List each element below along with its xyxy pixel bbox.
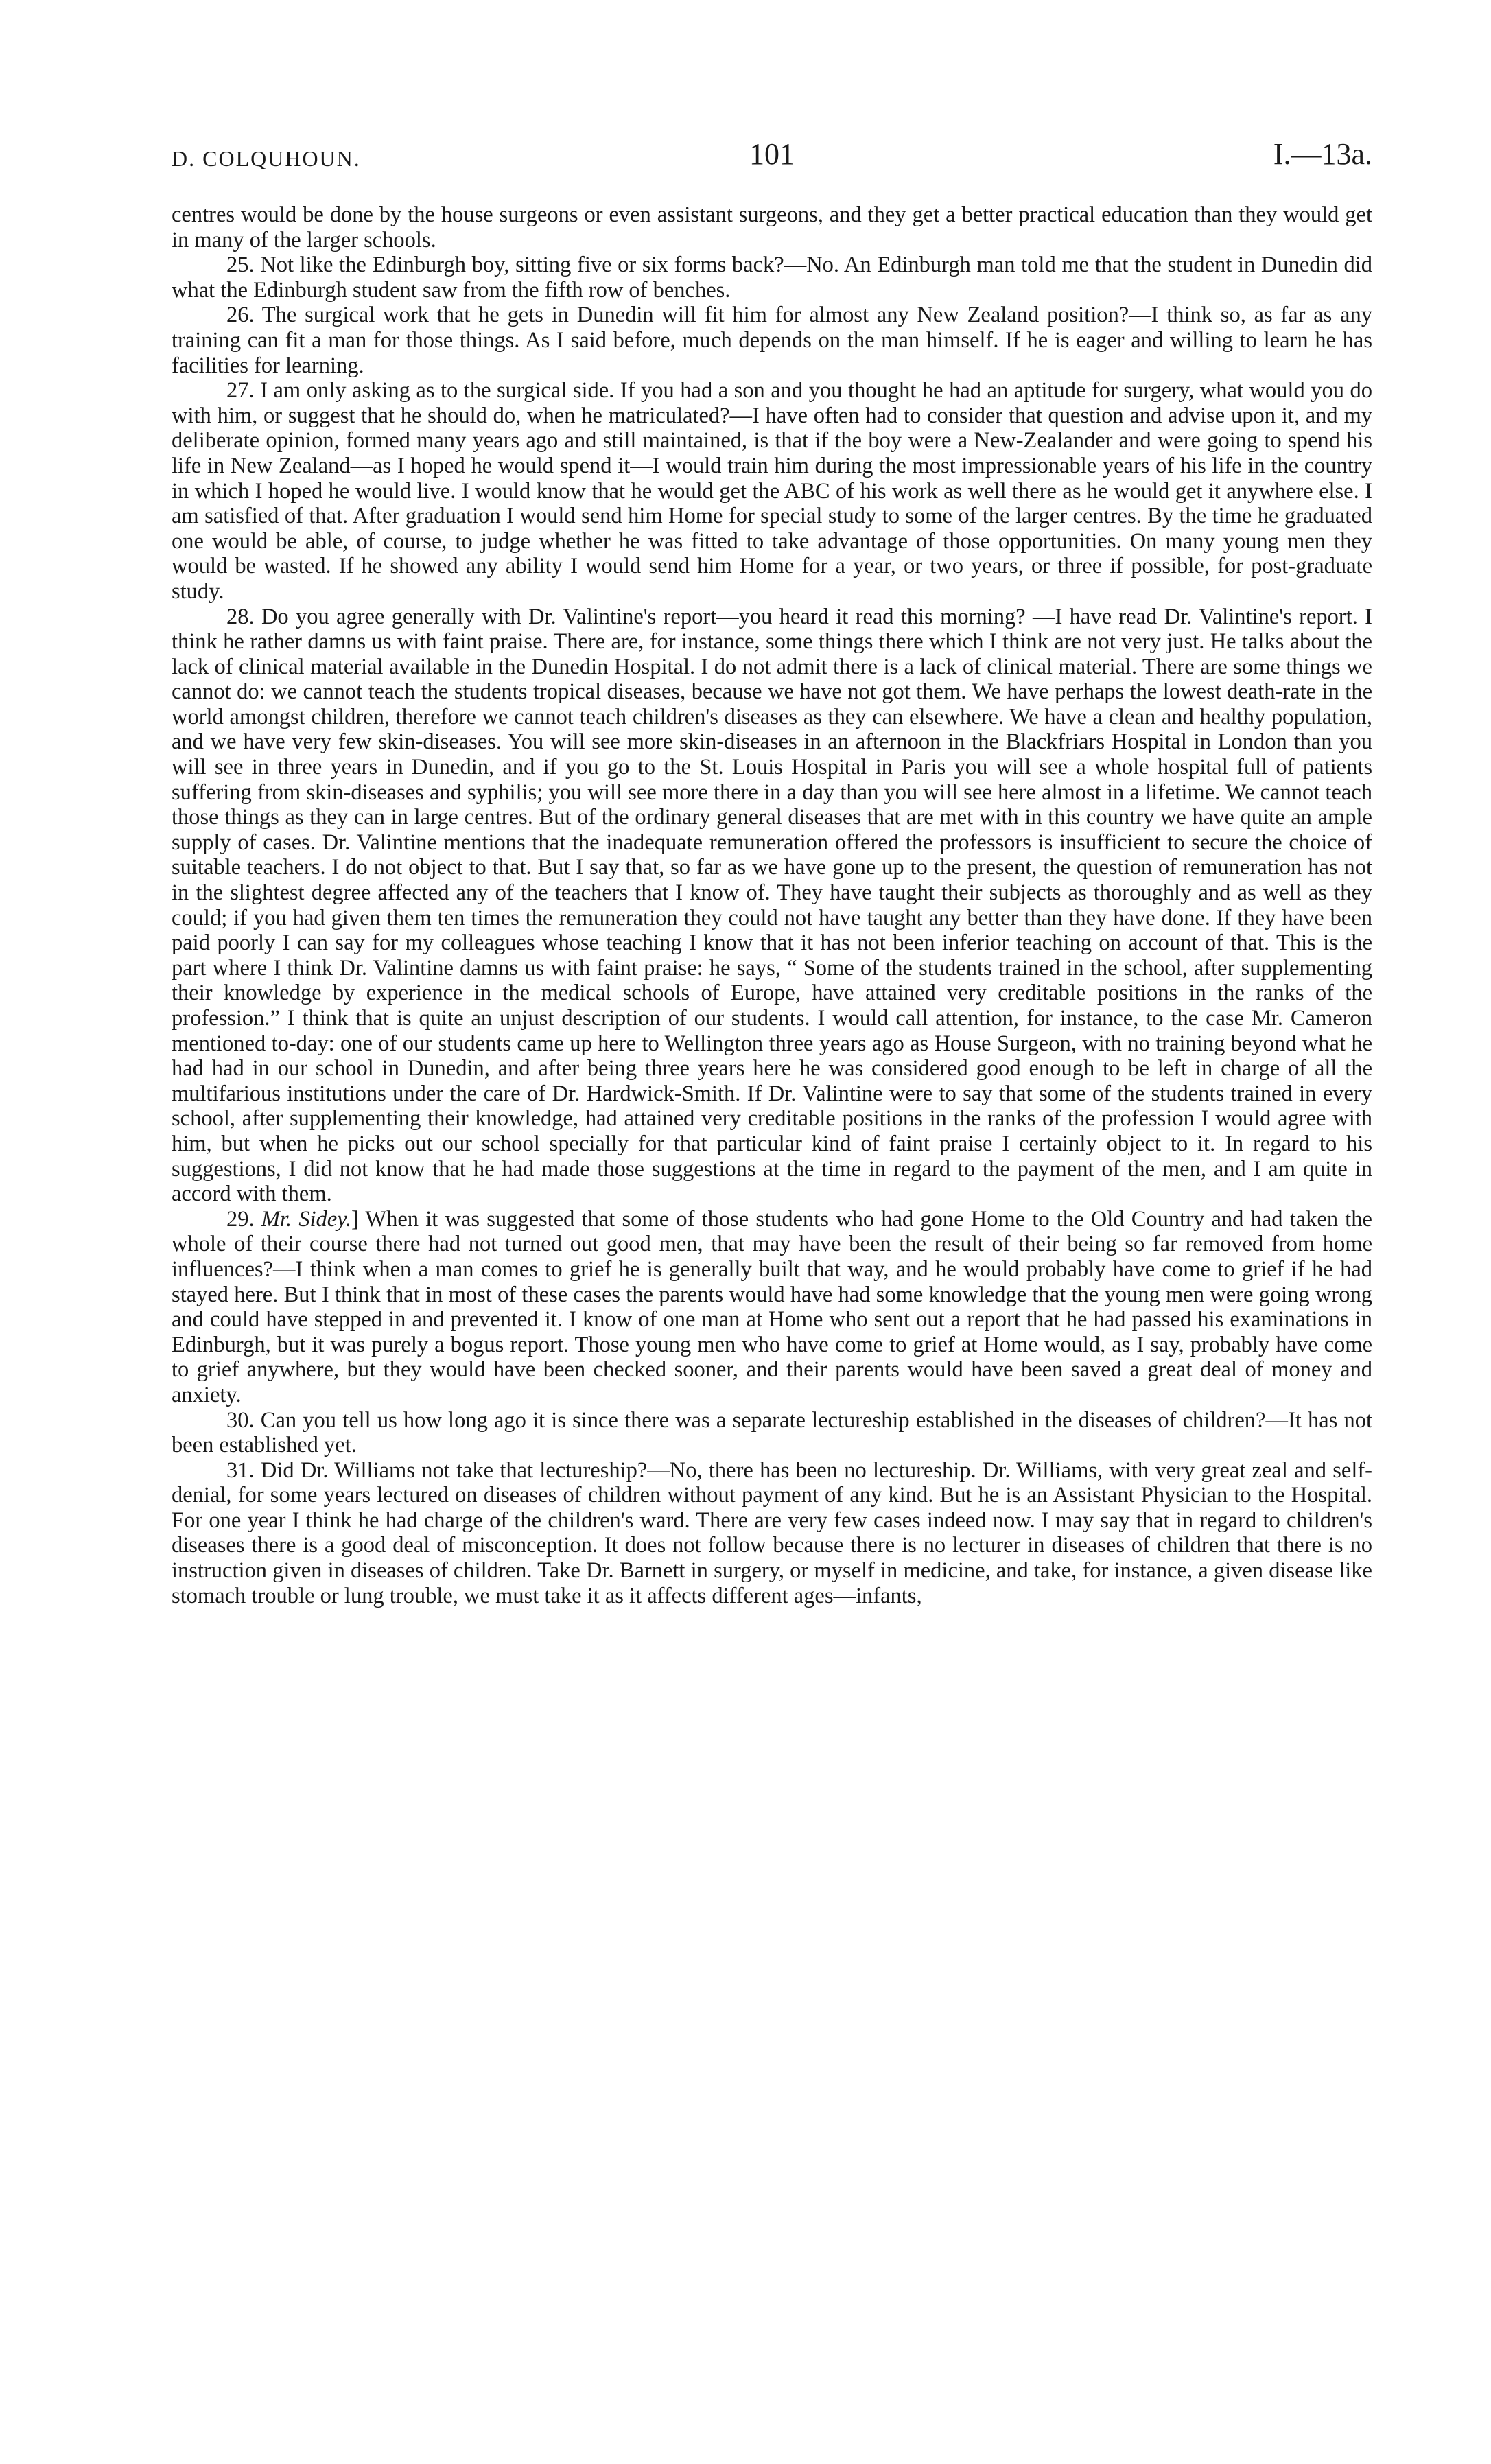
paragraph: 31. Did Dr. Williams not take that lectureship?—No, there has been no lectureship. Dr. Williams, with very great zeal and self-denial, for some years lectured on diseases of children without payment of any kind. But he is an Assistant Physician to the Hospital. For one year I think he had charge of the children's ward. There are very few cases indeed now. I may say that in regard to children's diseases there is a good deal of misconception. It does not follow because there is no lecturer in diseases of children that there is no instruction given in diseases of children. Take Dr. Barnett in surgery, or myself in medicine, and take, for instance, a given disease like stomach trouble or lung trouble, we must take it as it affects different ages—infants, bbox=[172, 1457, 1372, 1608]
body-text bbox=[172, 202, 1372, 1608]
paragraph: 30. Can you tell us how long ago it is since there was a separate lectureship established in the diseases of children?—It has not been established yet. bbox=[172, 1407, 1372, 1458]
document-page bbox=[172, 134, 1372, 1608]
paragraph-text: ] When it was suggested that some of those students who had gone Home to the Old Country and had taken the whole of their course there had not turned out good men, that may have been the result of their being so far removed from home influences?—I think when a man comes to grief he is generally built that way, and he would probably have come to grief if he had stayed here. But I think that in most of these cases the parents would have had some knowledge that the young men were going wrong and could have stepped in and prevented it. I know of one man at Home who sent out a report that he had passed his examinations in Edinburgh, but it was purely a bogus report. Those young men who have come to grief at Home would, as I say, probably have come to grief anywhere, but they would have been checked sooner, and their parents would have been saved a great deal of money and anxiety. bbox=[172, 1206, 1372, 1407]
paragraph: centres would be done by the house surgeons or even assistant surgeons, and they get a better practical education than they would get in many of the larger schools. bbox=[172, 202, 1372, 253]
page-header bbox=[172, 134, 1372, 182]
document-reference: I.—13a. bbox=[1273, 137, 1372, 171]
paragraph: 27. I am only asking as to the surgical side. If you had a son and you thought he had an aptitude for surgery, what would you do with him, or suggest that he should do, when he matriculated?—I have often had to consider that question and advise upon it, and my deliberate opinion, formed many years ago and still maintained, is that if the boy were a New-Zealander and were going to spend his life in New Zealand—as I hoped he would spend it—I would train him during the most impressionable years of his life in the country in which I hoped he would live. I would know that he would get the ABC of his work as well there as he would get it anywhere else. I am satisfied of that. After graduation I would send him Home for special study to some of the larger centres. By the time he graduated one would be able, of course, to judge whether he was fitted to take advantage of those opportunities. On many young men they would be wasted. If he showed any ability I would send him Home for a year, or two years, or three if possible, for post-graduate study. bbox=[172, 378, 1372, 604]
paragraph: 28. Do you agree generally with Dr. Valintine's report—you heard it read this morning? —I have read Dr. Valintine's report. I think he rather damns us with faint praise. There are, for instance, some things there which I think are not very just. He talks about the lack of clinical material available in the Dunedin Hospital. I do not admit there is a lack of clinical material. There are some things we cannot do: we cannot teach the students tropical diseases, because we have not got them. We have perhaps the lowest death-rate in the world amongst children, therefore we cannot teach children's diseases as they can elsewhere. We have a clean and healthy population, and we have very few skin-diseases. You will see more skin-diseases in an afternoon in the Blackfriars Hospital in London than you will see in three years in Dunedin, and if you go to the St. Louis Hospital in Paris you will see a whole hospital full of patients suffering from skin-diseases and syphilis; you will see more there in a day than you will see here almost in a lifetime. We cannot teach those things as they can in large centres. But of the ordinary general diseases that are met with in this country we have quite an ample supply of cases. Dr. Valintine mentions that the inadequate remuneration offered the professors is insufficient to secure the choice of suitable teachers. I do not object to that. But I say that, so far as we have gone up to the present, the question of remuneration has not in the slightest degree affected any of the teachers that I know of. They have taught their subjects as thoroughly and as well as they could; if you had given them ten times the remuneration they could not have taught any better than they have done. If they have been paid poorly I can say for my colleagues whose teaching I know that it has not been inferior teaching on account of that. This is the part where I think Dr. Valintine damns us with faint praise: he says, “ Some of the students trained in the school, after supplementing their knowledge by experience in the medical schools of Europe, have attained very creditable positions in the ranks of the profession.” I think that is quite an unjust description of our students. I would call attention, for instance, to the case Mr. Cameron mentioned to-day: one of our students came up here to Wellington three years ago as House Surgeon, with no training beyond what he had had in our school in Dunedin, and after being three years here he was considered good enough to be left in charge of all the multifarious institutions under the care of Dr. Hardwick-Smith. If Dr. Valintine were to say that some of the students trained in every school, after supplementing their knowledge, had attained very creditable positions in the ranks of the profession I would agree with him, but when he picks out our school specially for that particular kind of faint praise I certainly object to it. In regard to his suggestions, I did not know that he had made those suggestions at the time in regard to the payment of the men, and I am quite in accord with them. bbox=[172, 604, 1372, 1207]
paragraph: 25. Not like the Edinburgh boy, sitting five or six forms back?—No. An Edinburgh man told me that the student in Dunedin did what the Edinburgh student saw from the fifth row of benches. bbox=[172, 253, 1372, 303]
page-number: 101 bbox=[749, 137, 795, 171]
question-number: 29. bbox=[226, 1206, 255, 1232]
paragraph bbox=[172, 1207, 1372, 1408]
speaker-name: Mr. Sidey. bbox=[261, 1206, 351, 1232]
header-witness-name: D. COLQUHOUN. bbox=[172, 146, 361, 171]
paragraph: 26. The surgical work that he gets in Dunedin will fit him for almost any New Zealand position?—I think so, as far as any training can fit a man for those things. As I said before, much depends on the man himself. If he is eager and willing to learn he has facilities for learning. bbox=[172, 303, 1372, 378]
